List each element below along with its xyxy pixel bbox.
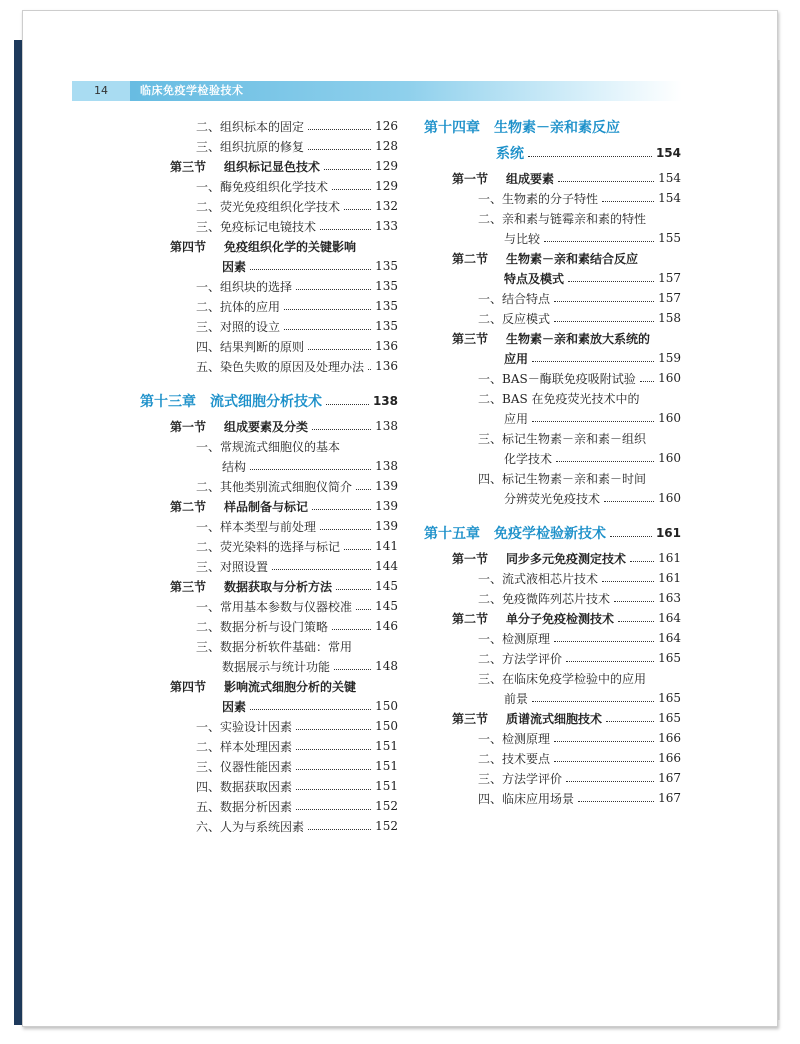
page-ref: 146 [375, 619, 398, 633]
toc-item [196, 296, 398, 316]
section-title: 数据获取与分析方法 [224, 579, 333, 594]
entry-title: 二、抗体的应用 [196, 299, 281, 314]
page-ref: 164 [658, 611, 681, 625]
toc-section [452, 328, 681, 348]
toc-section [170, 676, 398, 696]
toc-item [478, 628, 681, 648]
leader-dots [556, 461, 654, 462]
entry-title: 化学技术 [504, 451, 553, 466]
section-title: 影响流式细胞分析的关键 [224, 679, 357, 694]
page-ref: 150 [375, 699, 398, 713]
entry-title: 二、亲和素与链霉亲和素的特性 [478, 211, 647, 226]
toc-item [478, 668, 681, 688]
toc-item [478, 588, 681, 608]
leader-dots [618, 621, 654, 622]
entry-title: 一、样本类型与前处理 [196, 519, 317, 534]
toc-item [196, 796, 398, 816]
page-ref: 164 [658, 631, 681, 645]
page-ref: 138 [375, 459, 398, 473]
page-ref: 157 [658, 291, 681, 305]
toc-item [504, 228, 681, 248]
toc-item [504, 688, 681, 708]
toc-item [504, 448, 681, 468]
entry-title: 二、方法学评价 [478, 651, 563, 666]
page-ref: 139 [375, 499, 398, 513]
section-title: 样品制备与标记 [224, 499, 309, 514]
leader-dots [554, 761, 654, 762]
leader-dots [532, 701, 654, 702]
entry-title: 一、酶免疫组织化学技术 [196, 179, 329, 194]
leader-dots [344, 549, 371, 550]
page-ref: 138 [372, 394, 398, 408]
toc-item [196, 596, 398, 616]
leader-dots [296, 749, 371, 750]
page-ref: 151 [375, 739, 398, 753]
toc-item [504, 408, 681, 428]
page-ref: 167 [658, 771, 681, 785]
leader-dots [610, 536, 652, 537]
entry-title: 与比较 [504, 231, 541, 246]
toc-item [478, 288, 681, 308]
entry-title: 三、对照的设立 [196, 319, 281, 334]
entry-title: 一、BAS－酶联免疫吸附试验 [478, 371, 636, 386]
page-ref: 150 [375, 719, 398, 733]
page-ref: 129 [375, 179, 398, 193]
toc-item [196, 356, 398, 376]
entry-title: 一、实验设计因素 [196, 719, 293, 734]
leader-dots [312, 429, 371, 430]
page-ref: 165 [658, 651, 681, 665]
leader-dots [250, 269, 371, 270]
entry-title: 一、流式液相芯片技术 [478, 571, 599, 586]
leader-dots [336, 589, 371, 590]
leader-dots [578, 801, 654, 802]
entry-title: 二、其他类别流式细胞仪简介 [196, 479, 353, 494]
entry-title: 一、组织块的选择 [196, 279, 293, 294]
page-number: 14 [72, 81, 130, 101]
toc-item [196, 316, 398, 336]
entry-title: 四、结果判断的原则 [196, 339, 305, 354]
toc-item [196, 736, 398, 756]
toc-item [196, 756, 398, 776]
toc-chapter [496, 143, 681, 163]
leader-dots [604, 501, 654, 502]
toc-section [222, 256, 398, 276]
toc-item [478, 208, 681, 228]
page-ref: 167 [658, 791, 681, 805]
entry-title: 二、BAS 在免疫荧光技术中的 [478, 391, 640, 406]
entry-title: 三、组织抗原的修复 [196, 139, 305, 154]
page-ref: 166 [658, 731, 681, 745]
leader-dots [320, 529, 371, 530]
page-ref: 145 [375, 579, 398, 593]
entry-title: 二、样本处理因素 [196, 739, 293, 754]
toc-item [196, 276, 398, 296]
toc-item [478, 468, 681, 488]
page-ref: 154 [655, 146, 681, 160]
page-ref: 138 [375, 419, 398, 433]
toc-item [478, 648, 681, 668]
leader-dots [532, 421, 654, 422]
page-ref: 133 [375, 219, 398, 233]
page-ref: 165 [658, 711, 681, 725]
leader-dots [558, 181, 654, 182]
entry-title: 分辨荧光免疫技术 [504, 491, 601, 506]
leader-dots [296, 809, 371, 810]
section-title: 同步多元免疫测定技术 [506, 551, 627, 566]
toc-section [170, 236, 398, 256]
section-title: 单分子免疫检测技术 [506, 611, 615, 626]
page-ref: 135 [375, 279, 398, 293]
entry-title: 三、在临床免疫学检验中的应用 [478, 671, 647, 686]
section-title: 因素 [222, 259, 247, 274]
toc-item [196, 516, 398, 536]
section-label: 第三节 [452, 331, 489, 346]
leader-dots [344, 209, 371, 210]
leader-dots [308, 349, 371, 350]
page-ref: 158 [658, 311, 681, 325]
entry-title: 二、免疫微阵列芯片技术 [478, 591, 611, 606]
leader-dots [566, 781, 654, 782]
leader-dots [312, 509, 371, 510]
toc-section [222, 696, 398, 716]
page-ref: 151 [375, 779, 398, 793]
toc-item [222, 456, 398, 476]
page-ref: 136 [375, 339, 398, 353]
entry-title: 六、人为与系统因素 [196, 819, 305, 834]
page-ref: 126 [375, 119, 398, 133]
entry-title: 三、免疫标记电镜技术 [196, 219, 317, 234]
toc-item [196, 776, 398, 796]
leader-dots [324, 169, 371, 170]
toc-item [196, 336, 398, 356]
entry-title: 一、常用基本参数与仪器校准 [196, 599, 353, 614]
toc-item [478, 748, 681, 768]
leader-dots [320, 229, 371, 230]
toc-item [196, 116, 398, 136]
toc-section [452, 708, 681, 728]
chapter-title: 第十四章 生物素－亲和素反应 [424, 120, 620, 136]
page-ref: 166 [658, 751, 681, 765]
section-label: 第四节 [170, 679, 207, 694]
page-ref: 161 [658, 551, 681, 565]
leader-dots [284, 329, 371, 330]
toc-item [196, 196, 398, 216]
section-title: 组织标记显色技术 [224, 159, 321, 174]
page-ref: 151 [375, 759, 398, 773]
leader-dots [554, 321, 654, 322]
entry-title: 一、生物素的分子特性 [478, 191, 599, 206]
page-ref: 159 [658, 351, 681, 365]
toc-item [478, 308, 681, 328]
toc-item [478, 788, 681, 808]
entry-title: 二、技术要点 [478, 751, 551, 766]
toc-item [478, 368, 681, 388]
entry-title: 二、荧光染料的选择与标记 [196, 539, 341, 554]
section-title: 应用 [504, 351, 529, 366]
toc-item [196, 816, 398, 836]
toc-item [478, 428, 681, 448]
leader-dots [544, 241, 654, 242]
leader-dots [308, 149, 371, 150]
section-label: 第三节 [452, 711, 489, 726]
toc-chapter [424, 523, 681, 543]
page-ref: 128 [375, 139, 398, 153]
leader-dots [296, 729, 371, 730]
chapter-title: 第十三章 流式细胞分析技术 [140, 394, 322, 410]
leader-dots [566, 661, 654, 662]
entry-title: 五、数据分析因素 [196, 799, 293, 814]
toc-item [478, 388, 681, 408]
leader-dots [640, 381, 654, 382]
toc-section [170, 496, 398, 516]
toc-item [196, 556, 398, 576]
leader-dots [356, 609, 371, 610]
leader-dots [332, 189, 371, 190]
page-ref: 139 [375, 519, 398, 533]
section-label: 第四节 [170, 239, 207, 254]
entry-title: 结构 [222, 459, 247, 474]
section-label: 第二节 [452, 611, 489, 626]
toc-item [196, 136, 398, 156]
page-ref: 155 [658, 231, 681, 245]
leader-dots [250, 469, 371, 470]
entry-title: 一、结合特点 [478, 291, 551, 306]
toc-section [452, 248, 681, 268]
entry-title: 二、反应模式 [478, 311, 551, 326]
toc-item [222, 656, 398, 676]
toc-item [478, 188, 681, 208]
entry-title: 四、标记生物素－亲和素－时间 [478, 471, 647, 486]
page-ref: 145 [375, 599, 398, 613]
page-ref: 161 [655, 526, 681, 540]
page-ref: 135 [375, 319, 398, 333]
page-ref: 135 [375, 299, 398, 313]
page-ref: 152 [375, 819, 398, 833]
toc-chapter [140, 391, 398, 411]
page-ref: 141 [375, 539, 398, 553]
toc-item [196, 536, 398, 556]
leader-dots [284, 309, 371, 310]
leader-dots [356, 489, 371, 490]
leader-dots [296, 289, 371, 290]
page-ref: 136 [375, 359, 398, 373]
toc-section [452, 608, 681, 628]
toc-section [170, 416, 398, 436]
toc-section [170, 576, 398, 596]
section-title: 组成要素 [506, 171, 555, 186]
leader-dots [250, 709, 371, 710]
toc-section [170, 156, 398, 176]
leader-dots [602, 201, 654, 202]
entry-title: 一、常规流式细胞仪的基本 [196, 439, 341, 454]
page-ref: 152 [375, 799, 398, 813]
page-ref: 160 [658, 451, 681, 465]
entry-title: 三、仪器性能因素 [196, 759, 293, 774]
leader-dots [528, 156, 652, 157]
entry-title: 五、染色失败的原因及处理办法 [196, 359, 365, 374]
page-ref: 148 [375, 659, 398, 673]
leader-dots [554, 641, 654, 642]
section-title: 特点及模式 [504, 271, 565, 286]
leader-dots [308, 129, 371, 130]
section-title: 组成要素及分类 [224, 419, 309, 434]
page-ref: 161 [658, 571, 681, 585]
leader-dots [606, 721, 654, 722]
entry-title: 四、临床应用场景 [478, 791, 575, 806]
toc-item [196, 476, 398, 496]
section-label: 第二节 [170, 499, 207, 514]
toc-item [196, 636, 398, 656]
entry-title: 应用 [504, 411, 529, 426]
toc-section [504, 348, 681, 368]
page-ref: 163 [658, 591, 681, 605]
toc-item [478, 568, 681, 588]
leader-dots [568, 281, 654, 282]
leader-dots [554, 741, 654, 742]
leader-dots [308, 829, 371, 830]
entry-title: 二、荧光免疫组织化学技术 [196, 199, 341, 214]
leader-dots [614, 601, 654, 602]
entry-title: 前景 [504, 691, 529, 706]
toc-chapter [424, 117, 681, 137]
page-ref: 132 [375, 199, 398, 213]
page-ref: 135 [375, 259, 398, 273]
entry-title: 四、数据获取因素 [196, 779, 293, 794]
page-ref: 129 [375, 159, 398, 173]
entry-title: 二、数据分析与设门策略 [196, 619, 329, 634]
toc-item [478, 728, 681, 748]
page-ref: 165 [658, 691, 681, 705]
entry-title: 二、组织标本的固定 [196, 119, 305, 134]
section-title: 生物素－亲和素放大系统的 [506, 331, 651, 346]
entry-title: 三、方法学评价 [478, 771, 563, 786]
entry-title: 一、检测原理 [478, 731, 551, 746]
section-label: 第二节 [452, 251, 489, 266]
toc-item [196, 216, 398, 236]
toc-item [196, 176, 398, 196]
entry-title: 三、对照设置 [196, 559, 269, 574]
entry-title: 三、数据分析软件基础：常用 [196, 639, 353, 654]
toc-item [478, 768, 681, 788]
leader-dots [332, 629, 371, 630]
leader-dots [334, 669, 371, 670]
section-label: 第一节 [452, 551, 489, 566]
entry-title: 一、检测原理 [478, 631, 551, 646]
page-ref: 154 [658, 191, 681, 205]
book-title: 临床免疫学检验技术 [140, 84, 244, 97]
leader-dots [602, 581, 654, 582]
section-label: 第一节 [452, 171, 489, 186]
leader-dots [272, 569, 371, 570]
toc-section [504, 268, 681, 288]
section-label: 第一节 [170, 419, 207, 434]
section-title: 质谱流式细胞技术 [506, 711, 603, 726]
leader-dots [554, 301, 654, 302]
leader-dots [296, 769, 371, 770]
section-label: 第三节 [170, 579, 207, 594]
page-ref: 157 [658, 271, 681, 285]
entry-title: 三、标记生物素－亲和素－组织 [478, 431, 647, 446]
toc-item [196, 436, 398, 456]
toc-item [196, 716, 398, 736]
section-title: 生物素－亲和素结合反应 [506, 251, 639, 266]
chapter-title: 系统 [496, 146, 524, 162]
chapter-title: 第十五章 免疫学检验新技术 [424, 526, 606, 542]
page-ref: 139 [375, 479, 398, 493]
section-label: 第三节 [170, 159, 207, 174]
leader-dots [368, 369, 371, 370]
entry-title: 数据展示与统计功能 [222, 659, 331, 674]
page-ref: 160 [658, 371, 681, 385]
toc-section [452, 548, 681, 568]
leader-dots [532, 361, 654, 362]
page-ref: 144 [375, 559, 398, 573]
page-ref: 154 [658, 171, 681, 185]
page-ref: 160 [658, 411, 681, 425]
toc-item [504, 488, 681, 508]
leader-dots [296, 789, 371, 790]
leader-dots [326, 404, 369, 405]
toc-section [452, 168, 681, 188]
toc-item [196, 616, 398, 636]
page-ref: 160 [658, 491, 681, 505]
section-title: 因素 [222, 699, 247, 714]
section-title: 免疫组织化学的关键影响 [224, 239, 357, 254]
leader-dots [630, 561, 654, 562]
